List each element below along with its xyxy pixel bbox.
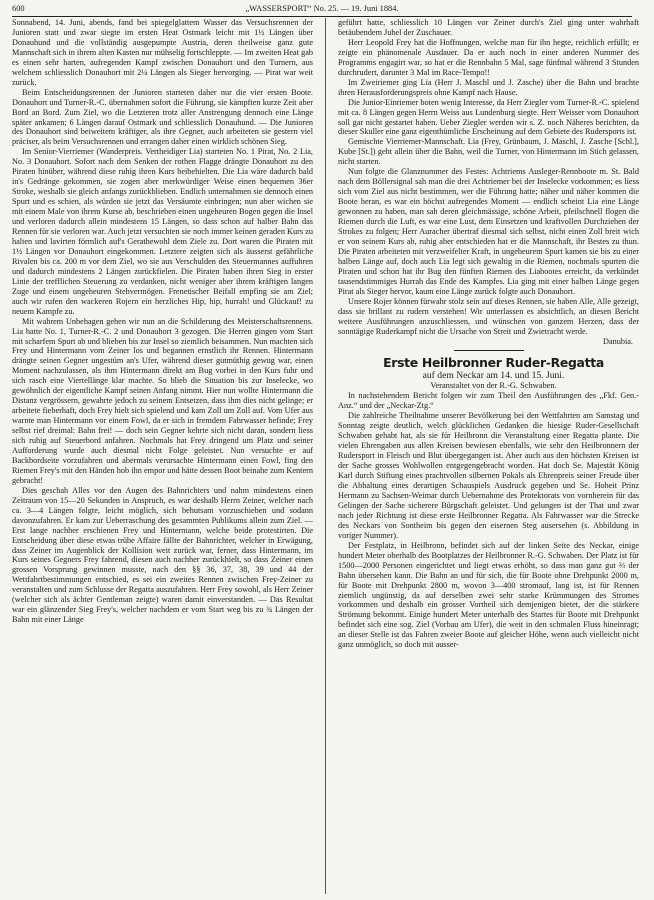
article-subtitle: auf dem Neckar am 14. und 15. Juni. — [422, 370, 565, 382]
paragraph: Dies geschah Alles vor den Augen des Bahnrichters und nahm mindestens einen Zeitraum von 15—20 Sekunden in Anspruch, es war deshalb Herrn Zeiner, welcher nach ca. 3—4 Längen folgte, leicht möglich, sich behutsam vorzuschieben und sodann davonzufahren. Er kam zur Ueberraschung des gesammten Publikums allein zum Ziel. — Erst lange nachher erschienen Frey und Hintermann, welche beide protestirten. Die Entscheidung über diese etwas trübe Affaire fällte der Bahnrichter, welcher in Erwägung, dass Zeiner im Augenblick der Kollision weit zurück war, ferner, dass Hintermann, im Kurs seines Gegners Frey fahrend, diesen auch nachher zurückhielt, so dass Zeiner einen grossen Vorsprung gewinnen musste, nach den §§ 36, 37, 38, 39 und 44 der Wettfahrtbestimmungen entschied, es sei ein zweites Rennen zwischen Frey-Zeiner zu veranstalten und zum Schlusse der Regatta auszufahren. Herr Frey sowohl, als Herr Zeiner (welcher sich als ächter Gentleman zeigte) waren damit einverstanden. — Das Resultat war ein glänzender Sieg Frey's, welcher nachdem er vom Start weg bis zu ¾ Längen der Bahn mit einer Länge — [12, 485, 313, 625]
paragraph: Mit wahrem Unbehagen gehen wir nun an die Schilderung des Meisterschaftsrennens. Lia hatte No. 1, Turner-R.-C. 2 und Donauhort 3 gezogen. Die Herren gingen vom Start mit scharfem Spurt ab und blieben bis zur Insel so ziemlich beisammen. Nun machten sich Frey und Hintermann vom Zeiner los und begannen ernstlich ihr Rennen. Hintermann drängte seinen Gegner ungestüm an's Ufer, während dieser gutmüthig gewug war, einen Moment nachzulassen, als ihm Hintermann direkt am Bug vorbei in den Kurs fuhr und sich rasch eine Viertellänge klar machte. So blieb die Situation bis zur Inselecke, wo gewöhnlich der eigentliche Kampf seinen Anfang nimmt. Hier nun wollte Hintermann die Distanz vergrössern, gewahrte jedoch zu seinem Entsetzen, dass ihm dies nicht gelinge; er arbeitete fieberhaft, doch Frey hielt sich spielend und kam Zoll um Zoll auf. Vom Ufer aus warnte man Hintermann vor einem Fowl, da er sich in fremdem Fahrwasser befinde; Frey selbst rief dreimal: Bahn frei! — doch sein Gegner kehrte sich nicht daran, sondern liess sich ruhig auf Steuerbord anfahren. Nochmals hat Frey dringend um Platz und seiner Aufforderung wurde auch diesmal nicht Folge geleistet. Nun versuchte er auf Backbordseite vorzufahren und abermals verursachte Hintermann einen Fowl, fing den Riemen Frey's mit den Händen hob ihn empor und hätte dessen Boot beinahe zum Kentern gebracht! — [12, 316, 313, 485]
paragraph: geführt hatte, schliesslich 10 Längen vor Zeiner durch's Ziel ging unter wahrhaft betäubendem Jubel der Zuschauer. — [338, 18, 639, 37]
header-rule — [12, 16, 632, 17]
signature: Danubia. — [602, 336, 633, 346]
paragraph: Im Zweiriemer ging Lia (Herr J. Maschl und J. Zasche) über die Bahn und brachte ihren Herausforderungspreis ohne Kampf nach Hause. — [338, 77, 639, 97]
section-separator — [454, 350, 524, 351]
paragraph: In nachstehendem Bericht folgen wir zum Theil den Ausführungen des „Fkf. Gen.-Anz.“ und der „Neckar-Ztg.“ — [338, 391, 639, 411]
column-divider — [325, 18, 326, 894]
paragraph: Im Senior-Vierriemer (Wanderpreis. Vertheidiger Lia) starteten No. 1 Pirat, No. 2 Lia, No. 3 Donauhort. Sofort nach dem Senken der rothen Flagge drängte Donauhort zu den Piraten hinüber, während diese ruhig ihren Kurs beibehielten. Die Lia wäre dadurch bald in's Gedränge gekommen, sie zogen aber merkwürdiger Weise einen bequemen 36er Stroke, weshalb sie gleich anfangs zurückblieben. Endlich unternahmen sie dennoch einen Spurt und es schien, als würden sie jetzt das Versäumte einbringen; nun aber wichen sie mit einem Male von ihrem Kurse ab, beschrieben einen ungeheuren Bogen gegen die Insel und verloren dadurch allein mindestens 15 Längen, so dass schon auf halber Bahn das Rennen für sie verloren war. Auch jetzt versuchten sie noch immer keinen geraden Kurs zu halten und lavirten förmlich auf's Gerathewohl dem Ziele zu. Dort waren die Piraten mit 1½ Längen vor Donauhort eingekommen. Letztere zeigten sich als äusserst gefährliche Rivalen bis ca. 200 m vor dem Ziel, wo sie aus Verschulden des Steuermannes auffuhren und dadurch mindestens 2 Längen zurückfielen. Die Piraten haben ihren Sieg in erster Linie der trefflichen Steuerung zu verdanken, nicht weniger aber ihrem kräftigen langen Zuge und einem ungeheuren Stehvermögen. Frenetischer Beifall empfing sie am Ziel; auch wir rufen den wackeren Rojern ein herzliches Hip, hip, hurrah! und Glückauf! zu neuem Kampfe zu. — [12, 147, 313, 316]
paragraph: Unsere Rojer können fürwahr stolz sein auf dieses Rennen, sie haben Alle, Alle gezeigt, dass sie brillant zu rudern verstehen! Wir unterlassen es absichtlich, an diesen Bericht weitere Ausführungen anzuschliessen, und wünschen von ganzem Herzen, dass der sonntägige Ruderkampf nicht die Ursache von Streit und Zwietracht werde. — [338, 296, 639, 336]
paragraph: Herr Leopold Frey hat die Hoffnungen, welche man für ihn hegte, reichlich erfüllt; er zeigte ein phänomenale Ausdauer. Da er auch noch in einer anderen Nummer des Programms engagirt war, so hat er die Rennbahn 5 Mal, sage fünfmal während 3 Stunden durchrudert, darunter 3 Mal im Race-Tempo!! — [338, 37, 639, 77]
article-organizer: Veranstaltet von der R.-G. Schwaben. — [430, 381, 557, 391]
paragraph: Gemischte Vierriemer-Mannschaft. Lia (Frey, Grünbaum, J. Maschl, J. Zasche [Schl.], Kube [St.]) geht allein über die Bahn, weil die Turner, von Hintermann im Stich gelassen, nicht starten. — [338, 137, 639, 167]
left-column — [12, 18, 313, 894]
page-number: 600 — [12, 4, 25, 13]
right-column — [338, 18, 639, 894]
paragraph: Die Junior-Einriemer boten wenig Interesse, da Herr Ziegler vom Turner-R.-C. spielend mit ca. 8 Längen gegen Herrn Weiss aus Lundenburg siegte. Herr Weisser vom Donauhort soll gar nicht gestartet haben. Ueber Ziegler werden wir s. Z. noch Näheres berichten, da dieser Skuller eine ganz eigenthümliche Erscheinung auf dem Gebiete des Rudersports ist. — [338, 97, 639, 137]
paragraph: Nun folgte die Glanznummer des Festes: Achtriems Ausleger-Rennboote m. St. Bald nach dem Böllersignal sah man die drei Achtriemer bei der Inselecke vorkommen; es liess sich vom Ziel aus nicht bestimmen, wer die Führung hatte; näher und näher kommen die Boote heran, es war ein höchst aufregendes Moment — endlich scheint Lia eine Länge gewonnen zu haben, man sah deren gleichmässige, schöne Arbeit, pfeilschnell flogen die Riemen durch die Luft, es war eine Lust, dem Einsetzen und kraftvollen Durchziehen der Strokes zu folgen; Herr Auracher übertraf diesmal sich selbst, nicht einen Zoll breit wich er von seinem Kurs ab, ruhig aber entschieden hat er die Mannschaft, ihr Bestes zu thun. Die Piraten arbeiteten mit verzweifelter Kraft, in ungeheurem Spurt kamen sie bis zu einer halben Länge auf, doch auch Lia legt sich gewaltig in die Riemen, nochmals spurten die Piraten und schon hat ihr Bug den fünften Riemen des Liabootes erreicht, da verkündet tausendstimmiges Hurrah das Ende des Kampfes. Lia ging mit einer halben Länge gegen Pirat als Sieger hervor, kaum eine Länge zurück folgte auch Donauhort. — [338, 167, 639, 296]
paragraph: Die zahlreiche Theilnahme unserer Bevölkerung bei den Wettfahrten am Samstag und Sonntag zeigte deutlich, welch glücklichen Gedanken die hiesige Ruder-Gesellschaft Schwaben gehabt hat, als sie für Heilbronn die Veranstaltung einer Regatta plante. Die vielen Ehrengaben aus allen Kreisen bewiesen ebenfalls, wie sehr den Heilbronnern der Rudersport in Fleisch und Blut übergegangen ist. Aber auch aus den höchsten Kreisen ist der Sache grosses Wohlwollen entgegengebracht worden. Hat doch Se. Majestät König Karl durch Stiftung eines prachtvollen silbernen Pokals als Ehrenpreis seiner Freude über die Abhaltung eines derartigen Schauspiels Ausdruck gegeben und Se. Hoheit Prinz Hermann zu Sachsen-Weimar durch Uebernahme des Protektorats von vornherein für das Gelingen der Sache sicherere Bürgschaft geleistet. Und gelungen ist der That und zwar nach jeder Richtung ist diese erste Heilbronner Regatta. Als Fahrwasser war die Strecke des Neckars von Sontheim bis gegen den eisernen Steg ausersehen (s. Abbildung in voriger Nummer). — [338, 411, 639, 540]
article-title: Erste Heilbronner Ruder-Regatta — [383, 355, 604, 371]
page-header — [12, 2, 632, 15]
paragraph: Sonnabend, 14. Juni, abends, fand bei spiegelglattem Wasser das Versuchsrennen der Junioren statt und zwar siegte im ersten Heat Ostmark leicht mit 1½ Längen über Donauhund und die vollständig ausgepumpte Austria, deren theilweise ganz gute Mannschaft sich in ihrem alten Kasten nur mühselig fortschleppte. — Im zweiten Heat gab es einen sehr harten, aufregenden Kampf zwischen Donauhort und den Turnern, aus welchem schliesslich Donauhort mit 2¼ Längen als Sieger hervorging. — Pirat war weit zurück. — [12, 18, 313, 87]
paragraph: Der Festplatz, in Heilbronn, befindet sich auf der linken Seite des Neckar, einige hundert Meter oberhalb des Bootplatzes der Heilbronner R.-G. Schwaben. Der Platz ist für 1500—2000 Personen eingerichtet und liegt etwas erhöht, so dass man ganz gut ⅔ der Bahn übersehen kann. Die Bahn an und für sich, die für Boote ohne Drehpunkt 2000 m, für Boote mit Drehpunkt 2800 m, wovon 3—400 stromauf, lang ist, ist für Rennen ziemlich ungünstig, da auf derselben zwei sehr starke Krümmungen des Stromes vorkommen und deshalb ein grosser Vortheil sich demjenigen bietet, der die stärkere Strömung bekommt. Einige hundert Meter unterhalb des Startes für Boote mit Drehpunkt befindet sich eine sog. Ziel (Vorbau am Ufer), die weit in den schmalen Fluss hineinragt; an dieser Stelle ist das Fahren zweier Boote auf gleicher Höhe, wenn auch vielleicht nicht ganz unmöglich, so doch mit ausser- — [338, 540, 639, 650]
paragraph: Beim Entscheidungsrennen der Junioren starteten daher nur die vier ersten Boote. Donauhort und Turner-R.-C. übernahmen sofort die Führung, sie kämpften kurze Zeit aber Bord an Bord. Zum Ziel, wo die Letzteren trotz aller Anstrengung dennoch eine Länge später ankamen; 6 Längen darauf Ostmark und schliesslich Donauhund. — Die Junioren des Donauhort sind beiweitem kräftiger, als ihre Gegner, auch arbeiteten sie gestern viel präciser, als beim Versuchsrennen und errangen daher einen wirklich schönen Sieg. — [12, 87, 313, 147]
running-title: „WASSERSPORT“ No. 25. — 19. Juni 1884. — [245, 4, 399, 13]
